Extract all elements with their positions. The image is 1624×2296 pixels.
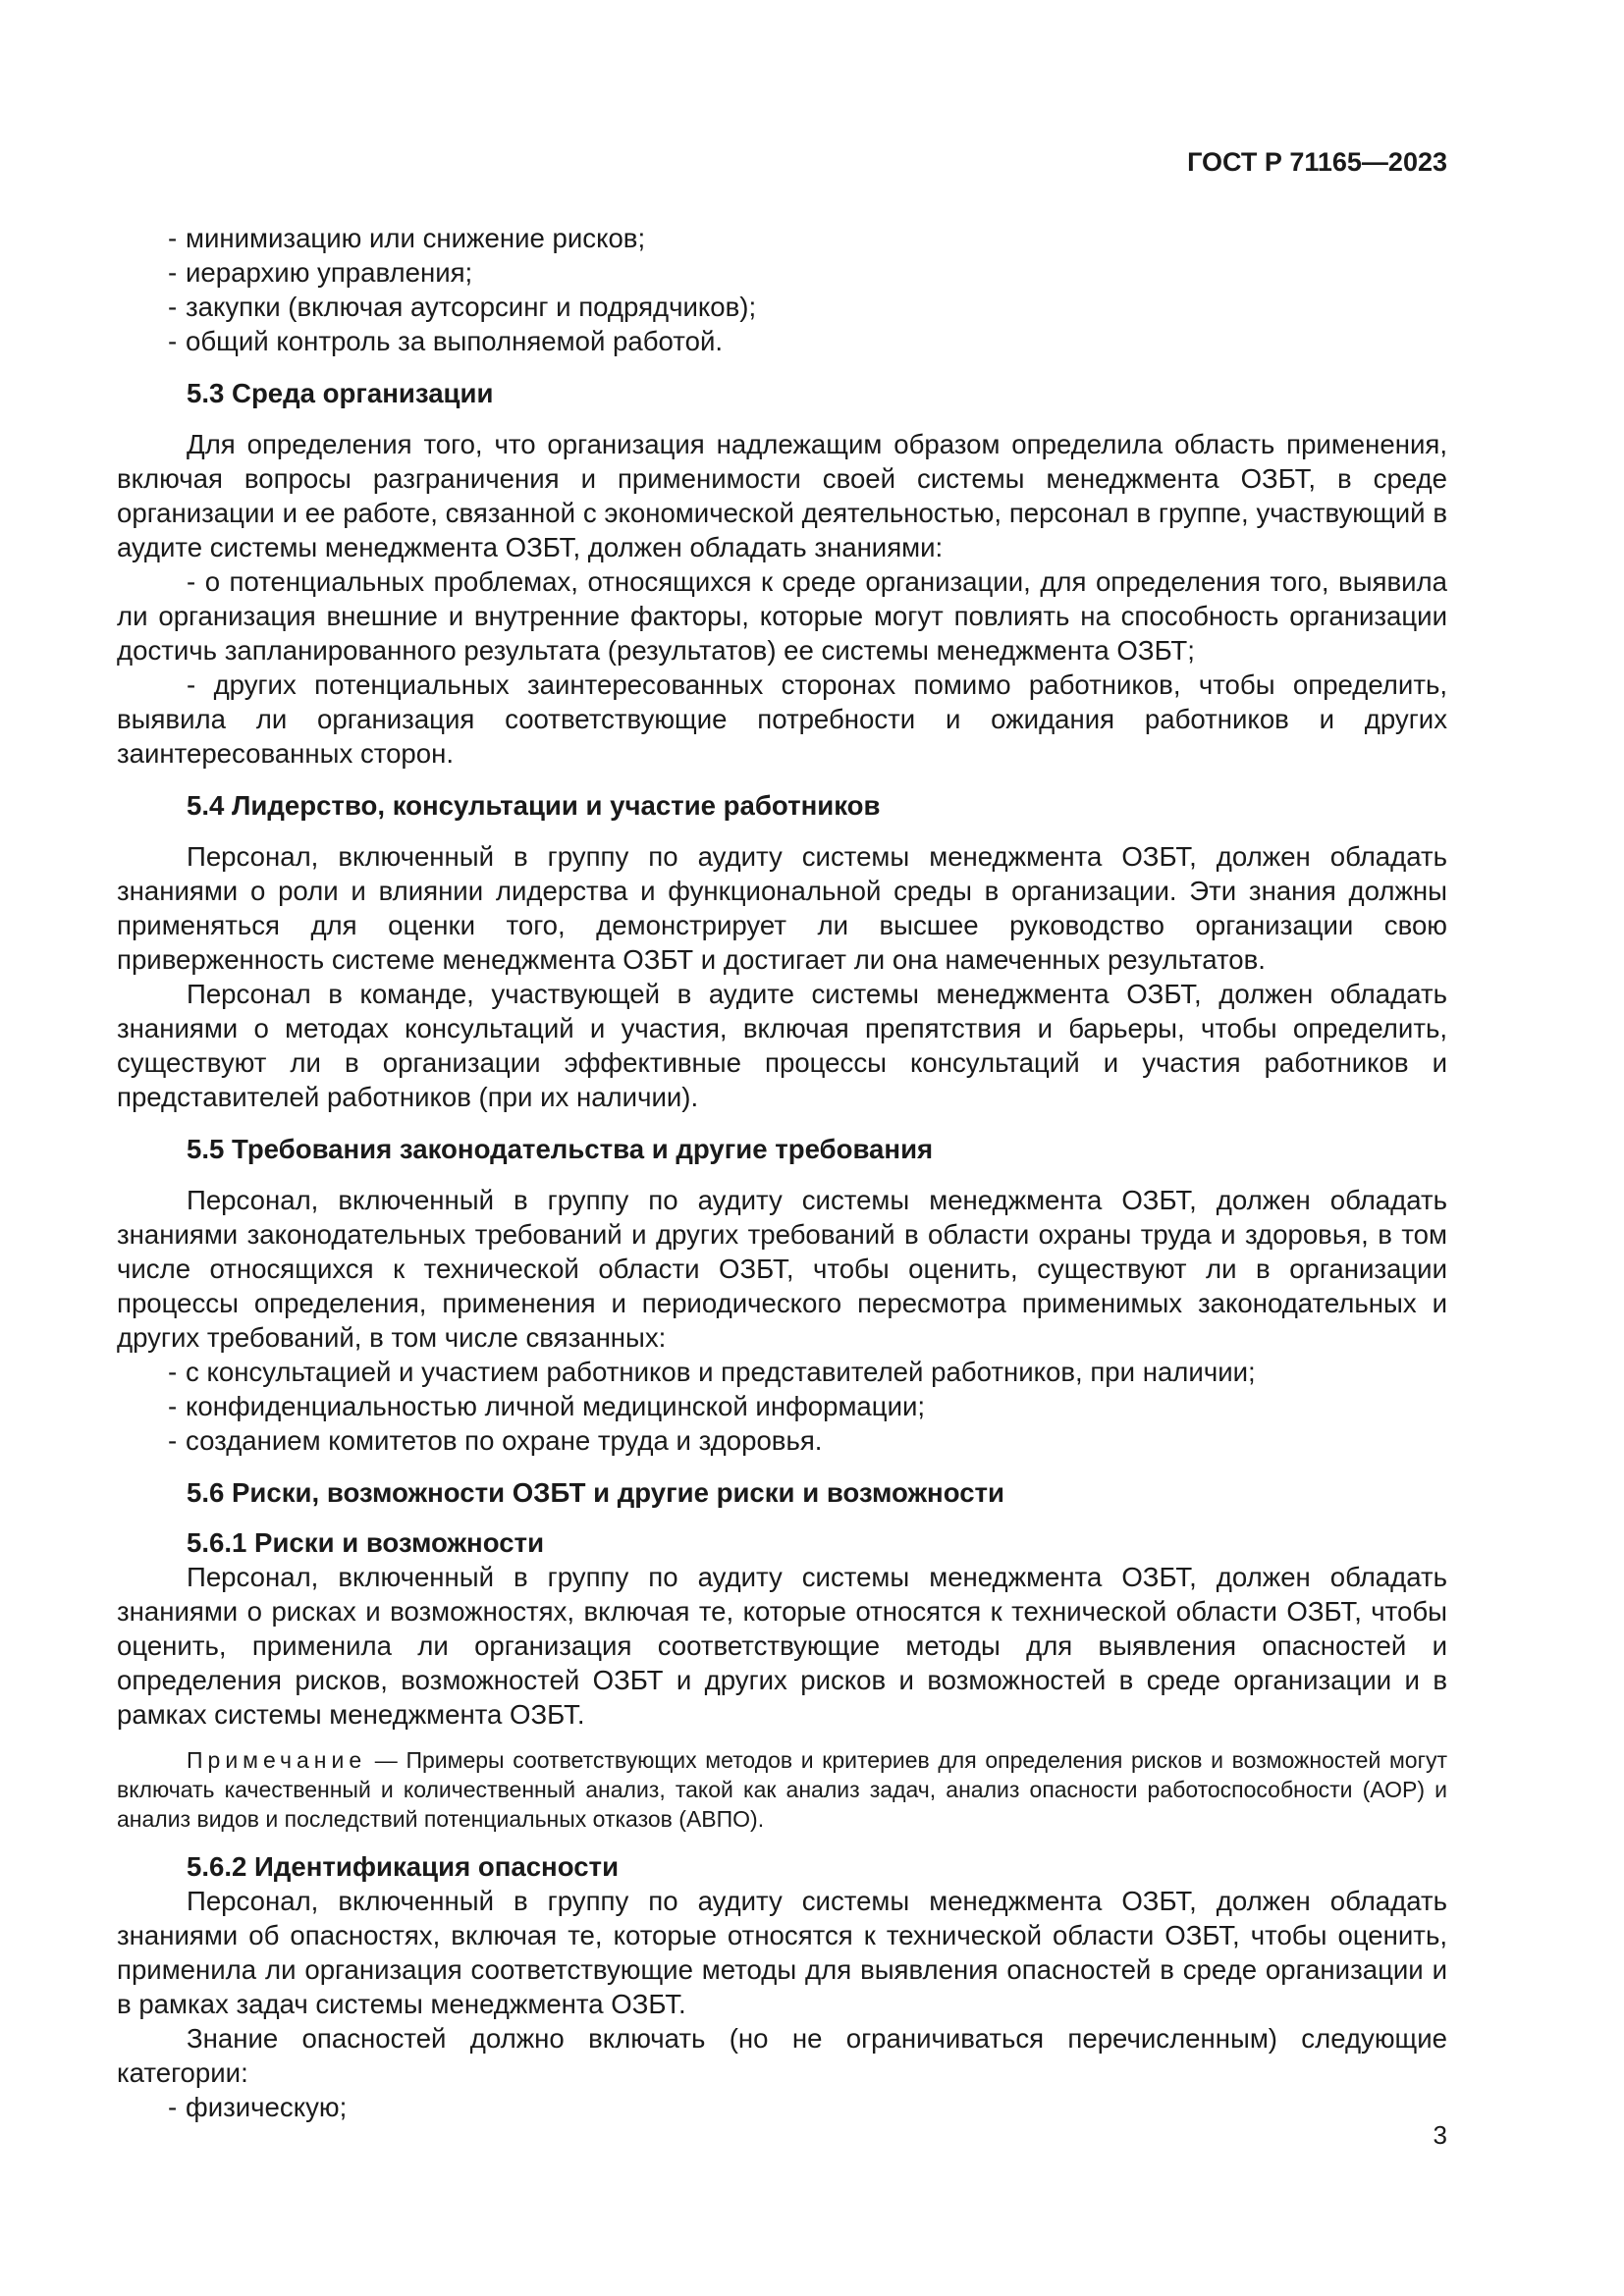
list-item: - иерархию управления; (168, 257, 473, 288)
document-body (117, 221, 1447, 2124)
list-item: - других потенциальных заинтересованных сторонах помимо работников, чтобы определить, выявила ли организация соответствующие потребности и ожидания работников и других заинтересованных сторон. (117, 669, 1448, 769)
list-item: - конфиденциальностью личной медицинской информации; (168, 1391, 926, 1421)
paragraph: Персонал, включенный в группу по аудиту системы менеджмента ОЗБТ, должен обладать знаниями об опасностях, включая те, которые относятся к технической области ОЗБТ, чтобы оценить, применила ли организация соответствующие методы для выявления опасностей в среде организации и в рамках задач системы менеджмента ОЗБТ. (117, 1886, 1447, 2019)
paragraph: Персонал, включенный в группу по аудиту системы менеджмента ОЗБТ, должен обладать знаниями о роли и влиянии лидерства и функциональной среды в организации. Эти знания должны применяться для оценки того, демонстрирует ли высшее руководство организации свою приверженность системе менеджмента ОЗБТ и достигает ли она намеченных результатов. (117, 841, 1447, 975)
list-dash: - (168, 292, 178, 322)
paragraph: Персонал, включенный в группу по аудиту системы менеджмента ОЗБТ, должен обладать знаниями о рисках и возможностях, включая те, которые относятся к технической области ОЗБТ, чтобы оценить, применила ли организация соответствующие методы для выявления опасностей и определения рисков, возможностей ОЗБТ и других рисков и возможностей в среде организации и в рамках системы менеджмента ОЗБТ. (117, 1562, 1447, 1730)
section-heading-5-4: 5.4 Лидерство, консультации и участие работников (187, 790, 881, 821)
list-item: - минимизацию или снижение рисков; (168, 223, 646, 253)
note-label: Примечание (187, 1747, 367, 1773)
list-item: - закупки (включая аутсорсинг и подрядчиков); (168, 292, 757, 322)
list-item: - о потенциальных проблемах, относящихся к среде организации, для определения того, выявила ли организация внешние и внутренние факторы, которые могут повлиять на способность организации достичь запланированного результата (результатов) ее системы менеджмента ОЗБТ; (117, 566, 1447, 666)
note (117, 1745, 1447, 1834)
list-dash: - (168, 326, 178, 356)
list-item: - с консультацией и участием работников и представителей работников, при наличии; (168, 1357, 1256, 1387)
subsection-heading-5-6-1: 5.6.1 Риски и возможности (187, 1527, 545, 1558)
list-dash: - (187, 566, 205, 597)
list-dash: - (187, 669, 214, 700)
paragraph: Для определения того, что организация надлежащим образом определила область применения, включая вопросы разграничения и применимости своей системы менеджмента ОЗБТ, в среде организации и ее работе, связанной с экономической деятельностью, персонал в группе, участвующий в аудите системы менеджмента ОЗБТ, должен обладать знаниями: (117, 429, 1447, 562)
list-dash: - (168, 1391, 178, 1421)
document-code-header: ГОСТ Р 71165—2023 (1187, 147, 1447, 177)
paragraph: Знание опасностей должно включать (но не ограничиваться перечисленным) следующие категории: (117, 2023, 1447, 2088)
list-dash: - (168, 1425, 178, 1456)
section-heading-5-5: 5.5 Требования законодательства и другие требования (187, 1134, 934, 1164)
list-dash: - (168, 223, 178, 253)
note-text: — Примеры соответствующих методов и критериев для определения рисков и возможностей могут включать качественный и количественный анализ, такой как анализ задач, анализ опасности работоспособности (АОР) и анализ видов и последствий потенциальных отказов (АВПО). (117, 1747, 1447, 1832)
section-heading-5-6: 5.6 Риски, возможности ОЗБТ и другие риски и возможности (187, 1477, 1005, 1508)
paragraph: Персонал, включенный в группу по аудиту системы менеджмента ОЗБТ, должен обладать знаниями законодательных требований и других требований в области охраны труда и здоровья, в том числе относящихся к технической области ОЗБТ, чтобы оценить, существуют ли в организации процессы определения, применения и периодического пересмотра применимых законодательных и других требований, в том числе связанных: (117, 1185, 1447, 1353)
list-dash: - (168, 257, 178, 288)
section-heading-5-3: 5.3 Среда организации (187, 378, 494, 408)
paragraph: Персонал в команде, участвующей в аудите системы менеджмента ОЗБТ, должен обладать знаниями о методах консультаций и участия, включая препятствия и барьеры, чтобы определить, существуют ли в организации эффективные процессы консультаций и участия работников и представителей работников (при их наличии). (117, 979, 1447, 1112)
list-dash: - (168, 2092, 178, 2122)
list-item: - общий контроль за выполняемой работой. (168, 326, 724, 356)
list-dash: - (168, 1357, 178, 1387)
page-number: 3 (1433, 2120, 1447, 2150)
list-item: - созданием комитетов по охране труда и здоровья. (168, 1425, 823, 1456)
list-item: - физическую; (168, 2092, 348, 2122)
subsection-heading-5-6-2: 5.6.2 Идентификация опасности (187, 1851, 620, 1882)
